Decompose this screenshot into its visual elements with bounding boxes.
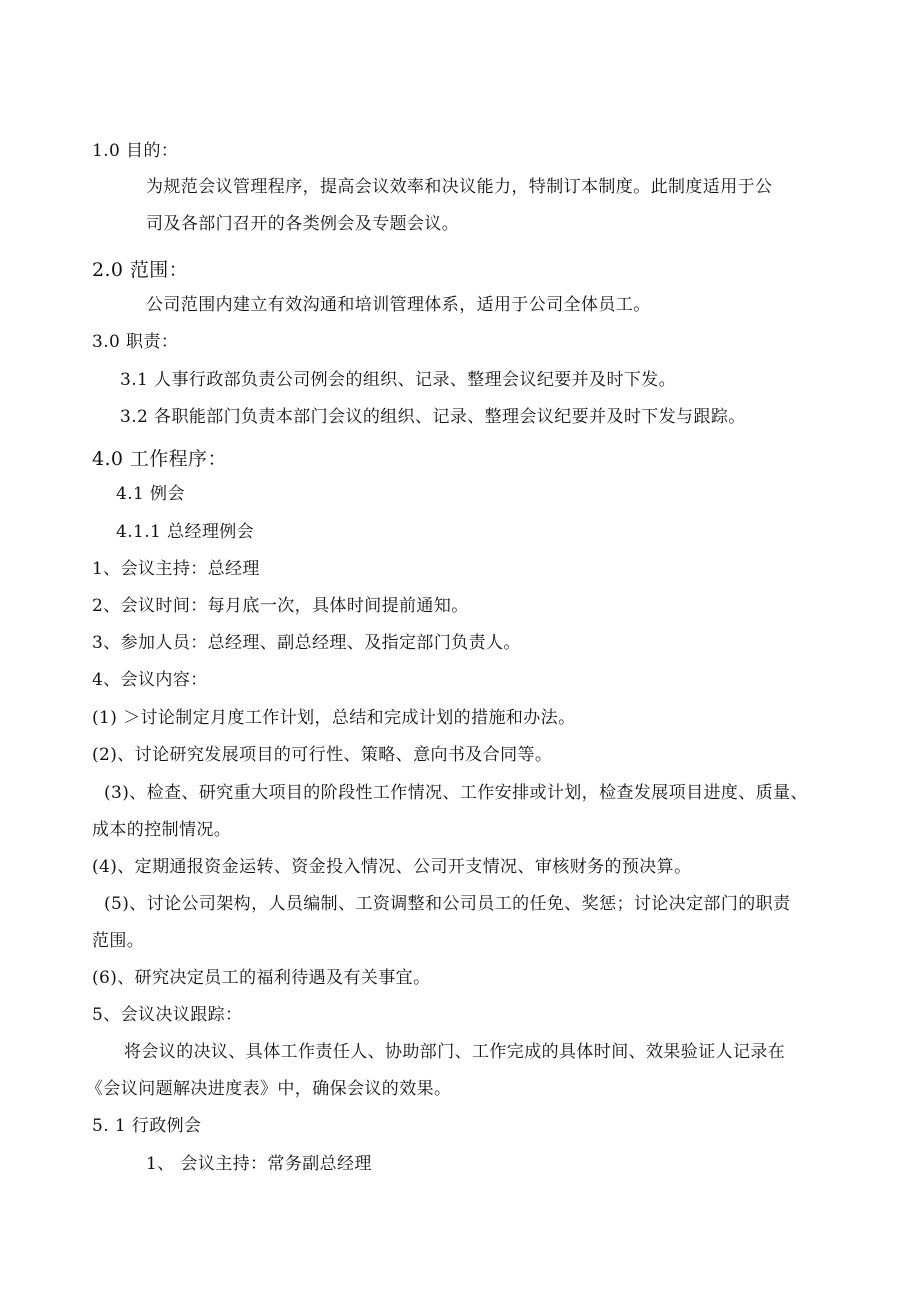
section-2-heading: 2.0 范围： [92, 259, 189, 281]
content-item-6: (6)、研究决定员工的福利待遇及有关事宜。 [92, 968, 431, 988]
section-4-sub-2: 4.1.1 总经理例会 [116, 522, 255, 542]
meeting-content-heading: 4、会议内容： [92, 670, 208, 690]
section-3-item-1: 3.1 人事行政部负责公司例会的组织、记录、整理会议纪要并及时下发。 [120, 370, 677, 390]
section-4-sub-1: 4.1 例会 [116, 484, 185, 504]
section-1-body-line-2: 司及各部门召开的各类例会及专题会议。 [146, 214, 460, 234]
meeting-host: 1、会议主持：总经理 [92, 559, 260, 579]
section-5-heading: 5. 1 行政例会 [92, 1116, 202, 1136]
content-item-4: (4)、定期通报资金运转、资金投入情况、公司开支情况、审核财务的预决算。 [92, 857, 692, 877]
content-item-5-line-1: (5)、讨论公司架构，人员编制、工资调整和公司员工的任免、奖惩；讨论决定部门的职责 [104, 894, 791, 914]
content-item-1: (1) ＞讨论制定月度工作计划，总结和完成计划的措施和办法。 [92, 708, 576, 728]
resolution-tracking-line-2: 《会议问题解决进度表》中，确保会议的效果。 [86, 1079, 452, 1099]
meeting-attendees: 3、参加人员：总经理、副总经理、及指定部门负责人。 [92, 633, 521, 653]
section-3-item-2: 3.2 各职能部门负责本部门会议的组织、记录、整理会议纪要并及时下发与跟踪。 [120, 407, 746, 427]
section-4-heading: 4.0 工作程序： [92, 448, 227, 470]
meeting-time: 2、会议时间：每月底一次，具体时间提前通知。 [92, 596, 469, 616]
content-item-2: (2)、讨论研究发展项目的可行性、策略、意向书及合同等。 [92, 745, 553, 765]
section-5-item-1: 1、 会议主持：常务副总经理 [146, 1154, 372, 1174]
resolution-tracking-line-1: 将会议的决议、具体工作责任人、协助部门、工作完成的具体时间、效果验证人记录在 [124, 1042, 786, 1062]
section-3-heading: 3.0 职责： [92, 332, 179, 352]
section-1-body-line-1: 为规范会议管理程序，提高会议效率和决议能力，特制订本制度。此制度适用于公 [146, 177, 773, 197]
content-item-3-line-2: 成本的控制情况。 [92, 820, 232, 840]
content-item-5-line-2: 范围。 [92, 931, 145, 951]
section-1-heading: 1.0 目的： [92, 141, 179, 161]
section-2-body: 公司范围内建立有效沟通和培训管理体系，适用于公司全体员工。 [146, 295, 651, 315]
content-item-3-line-1: (3)、检查、研究重大项目的阶段性工作情况、工作安排或计划，检查发展项目进度、质量、 [104, 783, 808, 803]
resolution-tracking-heading: 5、会议决议跟踪： [92, 1005, 243, 1025]
